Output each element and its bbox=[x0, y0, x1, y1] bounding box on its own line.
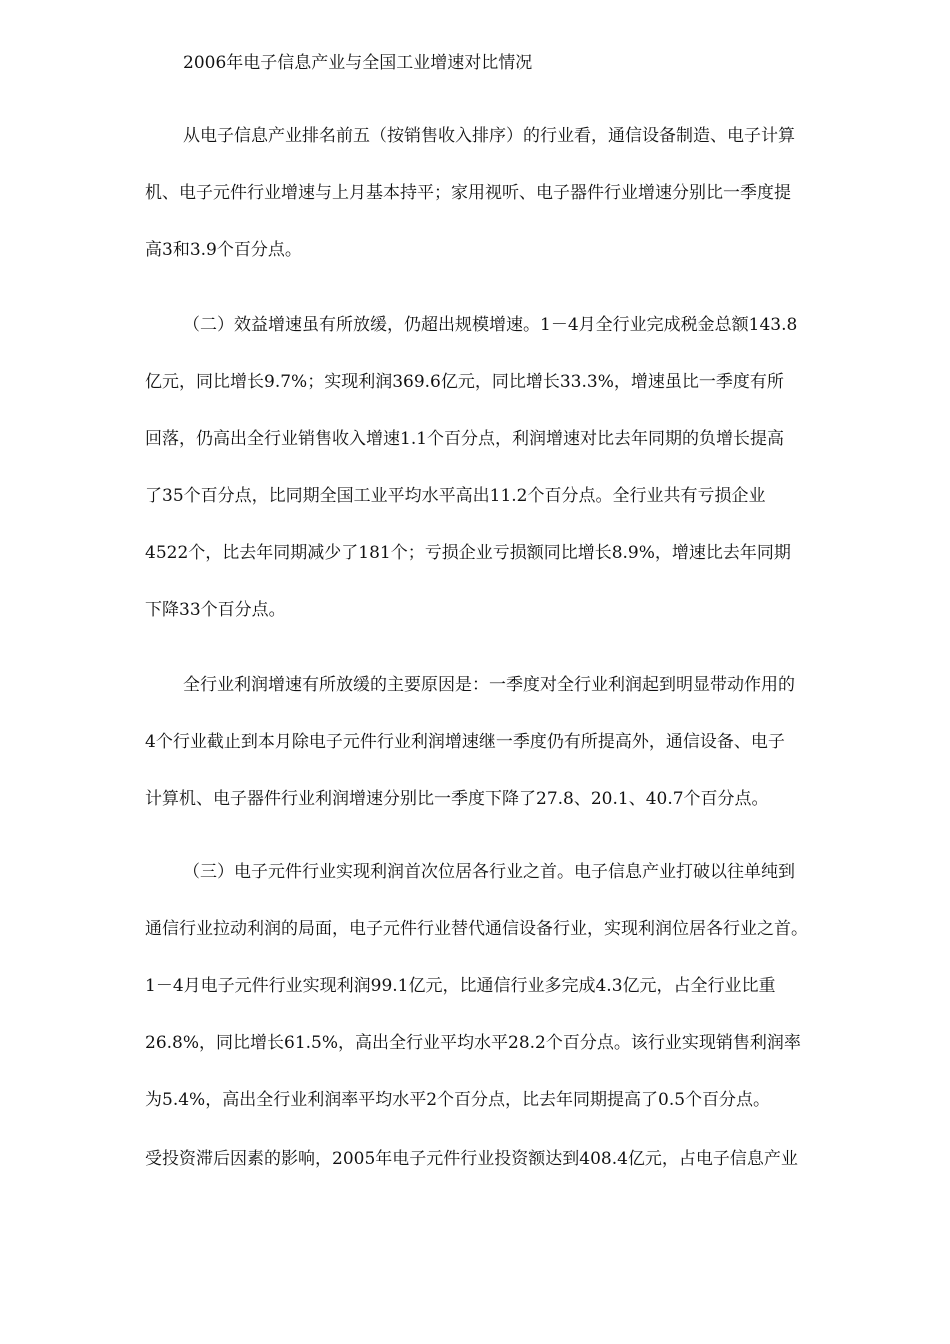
paragraph-4-line-1: （三）电子元件行业实现利润首次位居各行业之首。电子信息产业打破以往单纯到 bbox=[183, 862, 795, 882]
paragraph-2-line-5: 4522个，比去年同期减少了181个；亏损企业亏损额同比增长8.9%，增速比去年同期 bbox=[145, 543, 791, 563]
paragraph-4-line-4: 26.8%，同比增长61.5%，高出全行业平均水平28.2个百分点。该行业实现销售利润率 bbox=[145, 1033, 801, 1053]
paragraph-4-line-5: 为5.4%，高出全行业利润率平均水平2个百分点，比去年同期提高了0.5个百分点。 bbox=[145, 1090, 771, 1110]
paragraph-2-line-3: 回落，仍高出全行业销售收入增速1.1个百分点，利润增速对比去年同期的负增长提高 bbox=[145, 429, 785, 449]
paragraph-3-line-1: 全行业利润增速有所放缓的主要原因是：一季度对全行业利润起到明显带动作用的 bbox=[183, 675, 795, 695]
paragraph-2-line-1: （二）效益增速虽有所放缓，仍超出规模增速。1－4月全行业完成税金总额143.8 bbox=[183, 315, 798, 335]
paragraph-4-line-3: 1－4月电子元件行业实现利润99.1亿元，比通信行业多完成4.3亿元，占全行业比重 bbox=[145, 976, 776, 996]
paragraph-2-line-2: 亿元，同比增长9.7%；实现利润369.6亿元，同比增长33.3%，增速虽比一季度有所 bbox=[145, 372, 784, 392]
paragraph-4-line-2: 通信行业拉动利润的局面，电子元件行业替代通信设备行业，实现利润位居各行业之首。 bbox=[145, 919, 808, 939]
paragraph-1-line-1: 从电子信息产业排名前五（按销售收入排序）的行业看，通信设备制造、电子计算 bbox=[183, 126, 795, 146]
paragraph-2-line-6: 下降33个百分点。 bbox=[145, 600, 286, 620]
paragraph-3-line-3: 计算机、电子器件行业利润增速分别比一季度下降了27.8、20.1、40.7个百分点。 bbox=[145, 789, 769, 809]
paragraph-4-line-6: 受投资滞后因素的影响，2005年电子元件行业投资额达到408.4亿元，占电子信息产业 bbox=[145, 1149, 798, 1169]
paragraph-1-line-3: 高3和3.9个百分点。 bbox=[145, 240, 302, 260]
paragraph-3-line-2: 4个行业截止到本月除电子元件行业利润增速继一季度仍有所提高外，通信设备、电子 bbox=[145, 732, 785, 752]
paragraph-2-line-4: 了35个百分点，比同期全国工业平均水平高出11.2个百分点。全行业共有亏损企业 bbox=[145, 486, 766, 506]
document-heading: 2006年电子信息产业与全国工业增速对比情况 bbox=[183, 53, 533, 73]
paragraph-1-line-2: 机、电子元件行业增速与上月基本持平；家用视听、电子器件行业增速分别比一季度提 bbox=[145, 183, 791, 203]
